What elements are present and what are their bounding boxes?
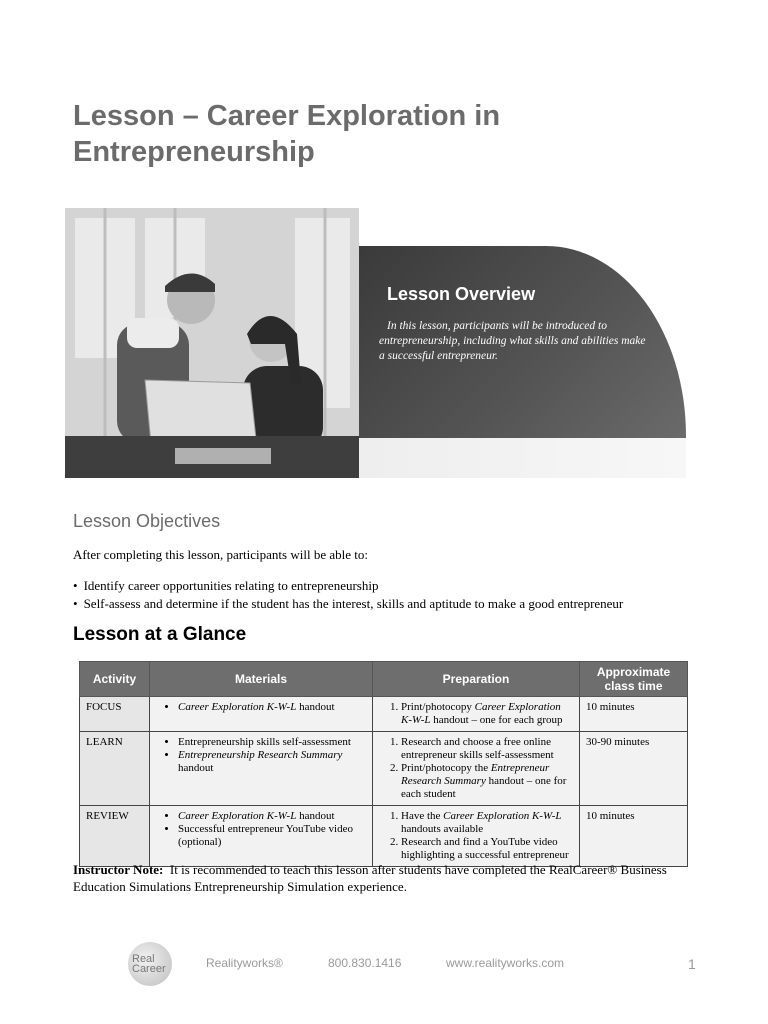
activity-cell: REVIEW xyxy=(80,806,150,867)
col-header-materials: Materials xyxy=(150,662,373,697)
preparation-cell xyxy=(373,806,580,867)
lesson-at-a-glance-heading: Lesson at a Glance xyxy=(73,624,247,645)
page-number: 1 xyxy=(688,956,696,972)
class-time-cell: 10 minutes xyxy=(580,697,688,732)
lesson-objectives-heading: Lesson Objectives xyxy=(73,511,221,531)
material-item: • Career Exploration K-W-L handout xyxy=(178,810,366,823)
preparation-step: 2. Research and find a YouTube video highlighting a successful entrepreneur xyxy=(401,836,573,862)
table-body xyxy=(80,697,688,867)
materials-cell xyxy=(150,697,373,732)
col-header-preparation: Preparation xyxy=(373,662,580,697)
preparation-step: 2. Print/photocopy the Entrepreneur Research Summary handout – one for each student xyxy=(401,762,573,801)
hero-photo-illustration xyxy=(65,208,359,478)
lesson-overview-panel xyxy=(359,246,686,438)
objectives-list xyxy=(73,577,623,613)
preparation-cell xyxy=(373,697,580,732)
footer-website[interactable]: www.realityworks.com xyxy=(446,956,565,970)
objective-item: • Identify career opportunities relating to entrepreneurship xyxy=(73,577,623,595)
col-header-class-time: Approximate class time xyxy=(580,662,688,697)
objectives-intro: After completing this lesson, participants will be able to: xyxy=(73,547,368,562)
realcareer-logo xyxy=(128,942,172,986)
footer-company: Realityworks® xyxy=(206,956,283,970)
instructor-note-label: Instructor Note: xyxy=(73,862,164,877)
class-time-cell: 10 minutes xyxy=(580,806,688,867)
material-item: • Entrepreneurship Research Summary handout xyxy=(178,749,366,775)
table-row xyxy=(80,806,688,867)
material-item: • Successful entrepreneur YouTube video (optional) xyxy=(178,823,366,849)
preparation-step: 1. Research and choose a free online entrepreneur skills self-assessment xyxy=(401,736,573,762)
table-row xyxy=(80,732,688,806)
instructor-note xyxy=(73,861,673,895)
hero-photo xyxy=(65,208,359,478)
lesson-overview-heading: Lesson Overview xyxy=(387,284,536,304)
materials-cell xyxy=(150,732,373,806)
material-item: • Career Exploration K-W-L handout xyxy=(178,701,366,714)
materials-cell xyxy=(150,806,373,867)
col-header-activity: Activity xyxy=(80,662,150,697)
table-row xyxy=(80,697,688,732)
lesson-at-a-glance-table xyxy=(79,661,688,867)
overview-band xyxy=(359,438,686,478)
objective-item: • Self-assess and determine if the student has the interest, skills and aptitude to make a good entrepreneur xyxy=(73,595,623,613)
activity-cell: LEARN xyxy=(80,732,150,806)
class-time-cell: 30-90 minutes xyxy=(580,732,688,806)
activity-cell: FOCUS xyxy=(80,697,150,732)
lesson-overview-text: In this lesson, participants will be introduced to entrepreneurship, including what skills and abilities make a successful entrepreneur. xyxy=(379,320,646,362)
footer-phone: 800.830.1416 xyxy=(328,956,402,970)
preparation-step: 1. Have the Career Exploration K-W-L handouts available xyxy=(401,810,573,836)
page-title: Lesson – Career Exploration in Entrepreneurship xyxy=(73,100,501,168)
preparation-cell xyxy=(373,732,580,806)
material-item: • Entrepreneurship skills self-assessment xyxy=(178,736,366,749)
preparation-step: 1. Print/photocopy Career Exploration K-W-L handout – one for each group xyxy=(401,701,573,727)
logo-text: Real Career xyxy=(132,953,166,975)
instructor-note-text: It is recommended to teach this lesson after students have completed the RealCareer® Business Education Simulations Entrepreneurship Simulation experience. xyxy=(73,862,667,894)
